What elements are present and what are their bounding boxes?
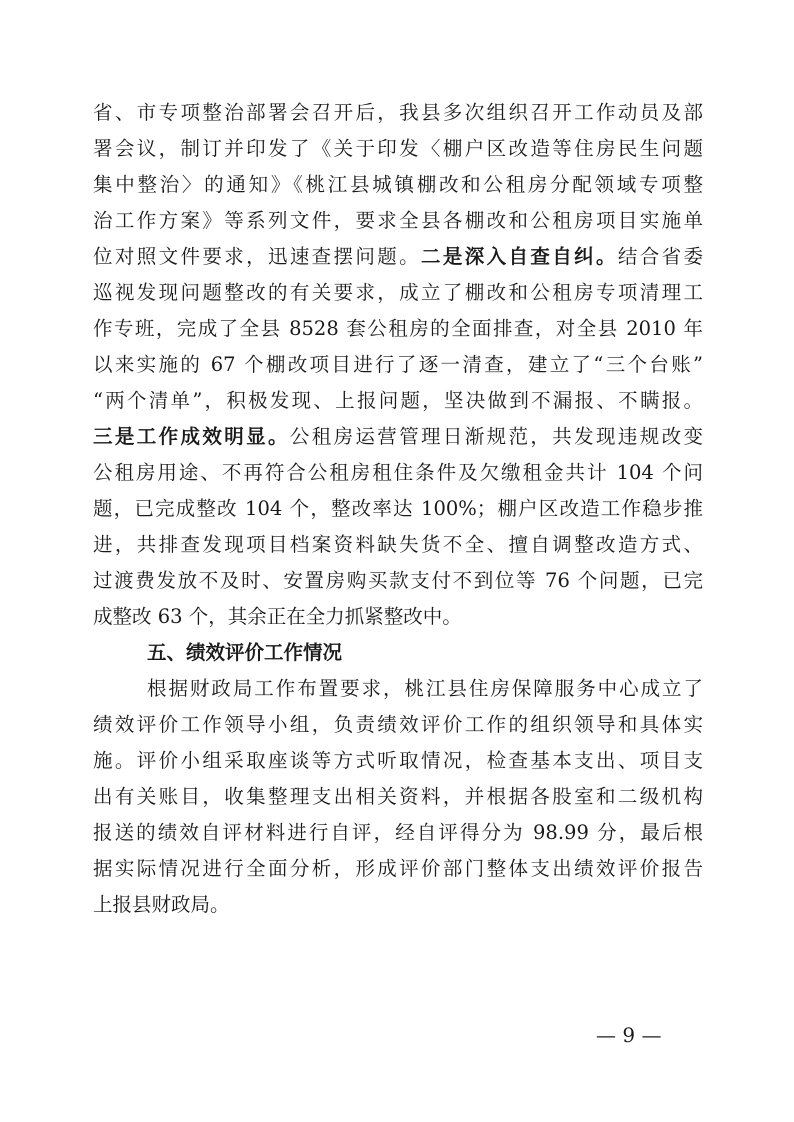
bold-point-2: 二是深入自查自纠。	[421, 245, 618, 268]
paragraph-line: 据实际情况进行全面分析，形成评价部门整体支出绩效评价报告	[93, 857, 703, 880]
paragraph-line: 进，共排查发现项目档案资料缺失货不全、擅自调整改造方式、	[93, 533, 703, 556]
paragraph-line: 公租房用途、不再符合公租房租住条件及欠缴租金共计 104 个问	[93, 461, 703, 484]
paragraph-line: 根据财政局工作布置要求，桃江县住房保障服务中心成立了	[147, 677, 703, 700]
paragraph-line: 报送的绩效自评材料进行自评，经自评得分为 98.99 分，最后根	[93, 821, 703, 844]
paragraph-line: 出有关账目，收集整理支出相关资料，并根据各股室和二级机构	[93, 785, 703, 808]
text-run: 位对照文件要求，迅速查摆问题。	[93, 245, 422, 268]
paragraph-line: 作专班，完成了全县 8528 套公租房的全面排查，对全县 2010 年	[93, 317, 703, 340]
text-run: 公租房运营管理日渐规范，共发现违规改变	[289, 425, 703, 448]
paragraph-line: 治工作方案》等系列文件，要求全县各棚改和公租房项目实施单	[93, 209, 703, 232]
paragraph-line: 署会议，制订并印发了《关于印发〈棚户区改造等住房民生问题	[93, 137, 703, 160]
paragraph-line: 以来实施的 67 个棚改项目进行了逐一清查，建立了“三个台账”	[93, 353, 703, 376]
paragraph-line: 成整改 63 个，其余正在全力抓紧整改中。	[93, 605, 462, 628]
paragraph-line: 绩效评价工作领导小组，负责绩效评价工作的组织领导和具体实	[93, 713, 703, 736]
text-run: 结合省委	[617, 245, 703, 268]
paragraph-line: “两个清单”，积极发现、上报问题，坚决做到不漏报、不瞒报。	[93, 389, 703, 412]
paragraph-line: 施。评价小组采取座谈等方式听取情况，检查基本支出、项目支	[93, 749, 703, 772]
paragraph-line: 巡视发现问题整改的有关要求，成立了棚改和公租房专项清理工	[93, 281, 703, 304]
paragraph-line	[93, 424, 703, 450]
paragraph-line: 过渡费发放不及时、安置房购买款支付不到位等 76 个问题，已完	[93, 569, 703, 592]
paragraph-line	[93, 244, 703, 270]
page-number-text: — 9 —	[596, 1023, 662, 1047]
section-heading: 五、绩效评价工作情况	[147, 641, 343, 664]
bold-point-3: 三是工作成效明显。	[93, 425, 290, 448]
paragraph-line: 上报县财政局。	[93, 893, 230, 916]
paragraph-line: 省、市专项整治部署会召开后，我县多次组织召开工作动员及部	[93, 101, 703, 124]
paragraph-line: 题，已完成整改 104 个，整改率达 100%；棚户区改造工作稳步推	[93, 497, 703, 520]
paragraph-line: 集中整治〉的通知》《桃江县城镇棚改和公租房分配领域专项整	[93, 173, 703, 196]
